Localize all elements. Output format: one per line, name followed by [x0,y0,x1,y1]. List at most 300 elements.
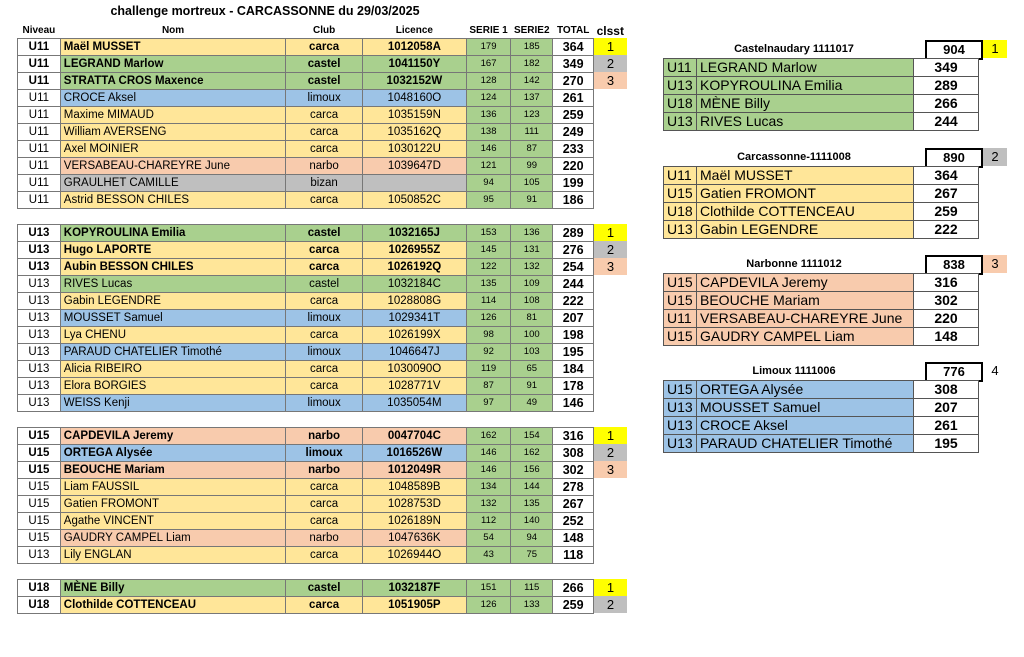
header-serie2: SERIE2 [511,24,553,38]
cell-nom: GRAULHET CAMILLE [60,174,286,191]
member-name: KOPYROULINA Emilia [697,77,914,95]
team-member-row [664,328,979,346]
cell-niveau: U13 [18,546,61,563]
table-row [18,191,628,208]
team-member-row [664,95,979,113]
cell-licence: 1048589B [362,478,466,495]
cell-licence [362,174,466,191]
cell-nom: Agathe VINCENT [60,512,286,529]
cell-club: limoux [286,343,362,360]
team-panel [663,362,1008,453]
cell-club: castel [286,55,362,72]
table-row [18,292,628,309]
cell-serie2: 140 [511,512,553,529]
group-spacer [18,411,628,427]
cell-serie1: 167 [466,55,510,72]
cell-total: 148 [553,529,594,546]
cell-serie2: 81 [511,309,553,326]
cell-serie2: 144 [511,478,553,495]
cell-club: carca [286,106,362,123]
cell-serie1: 114 [466,292,510,309]
cell-licence: 1012049R [362,461,466,478]
member-score: 148 [914,328,979,346]
cell-licence: 1035159N [362,106,466,123]
table-row [18,461,628,478]
cell-rank: 3 [594,258,627,275]
group-spacer [18,208,628,224]
team-score: 904 [925,40,983,60]
cell-serie2: 137 [511,89,553,106]
member-name: LEGRAND Marlow [697,59,914,77]
member-name: BEOUCHE Mariam [697,292,914,310]
cell-niveau: U11 [18,89,61,106]
cell-total: 278 [553,478,594,495]
header-niveau: Niveau [18,24,61,38]
cell-serie2: 108 [511,292,553,309]
cell-serie1: 128 [466,72,510,89]
table-row [18,309,628,326]
cell-licence: 1026199X [362,326,466,343]
cell-rank: 2 [594,444,627,461]
team-name: Castelnaudary 1111017 [734,43,854,55]
cell-nom: Aubin BESSON CHILES [60,258,286,275]
cell-serie1: 153 [466,224,510,241]
table-row [18,89,628,106]
cell-nom: Hugo LAPORTE [60,241,286,258]
table-row [18,478,628,495]
cell-nom: William AVERSENG [60,123,286,140]
cell-serie2: 109 [511,275,553,292]
table-row [18,444,628,461]
page-title: challenge mortreux - CARCASSONNE du 29/03/2025 [110,4,420,18]
cell-club: narbo [286,157,362,174]
cell-nom: LEGRAND Marlow [60,55,286,72]
team-member-row [664,113,979,131]
member-level: U13 [664,435,697,453]
table-row [18,241,628,258]
cell-nom: GAUDRY CAMPEL Liam [60,529,286,546]
cell-rank: 3 [594,461,627,478]
table-header-row [18,24,628,38]
cell-rank [594,394,627,411]
cell-total: 254 [553,258,594,275]
cell-total: 259 [553,106,594,123]
member-score: 195 [914,435,979,453]
member-name: Maël MUSSET [697,167,914,185]
cell-licence: 1026189N [362,512,466,529]
cell-niveau: U11 [18,38,61,55]
cell-total: 316 [553,427,594,444]
cell-niveau: U15 [18,427,61,444]
team-header [663,362,1008,380]
cell-niveau: U11 [18,174,61,191]
cell-total: 289 [553,224,594,241]
cell-rank: 1 [594,427,627,444]
cell-licence: 1041150Y [362,55,466,72]
cell-niveau: U11 [18,123,61,140]
member-name: VERSABEAU-CHAREYRE June [697,310,914,328]
cell-serie1: 126 [466,309,510,326]
cell-club: carca [286,191,362,208]
member-level: U11 [664,310,697,328]
cell-licence: 1026944O [362,546,466,563]
cell-serie1: 122 [466,258,510,275]
cell-serie2: 99 [511,157,553,174]
team-rank: 1 [983,40,1007,58]
member-score: 302 [914,292,979,310]
table-row [18,224,628,241]
member-score: 259 [914,203,979,221]
cell-niveau: U11 [18,106,61,123]
cell-club: carca [286,258,362,275]
member-name: Gabin LEGENDRE [697,221,914,239]
cell-niveau: U15 [18,512,61,529]
cell-serie1: 54 [466,529,510,546]
cell-serie2: 162 [511,444,553,461]
cell-nom: MÈNE Billy [60,579,286,596]
cell-club: carca [286,546,362,563]
cell-rank [594,360,627,377]
group-spacer [18,563,628,579]
spacer-cell [18,563,628,579]
cell-total: 308 [553,444,594,461]
member-level: U15 [664,274,697,292]
member-level: U18 [664,95,697,113]
cell-nom: STRATTA CROS Maxence [60,72,286,89]
cell-licence: 1032165J [362,224,466,241]
cell-rank [594,275,627,292]
team-member-row [664,274,979,292]
table-row [18,512,628,529]
cell-club: narbo [286,461,362,478]
cell-rank [594,123,627,140]
cell-niveau: U11 [18,140,61,157]
cell-licence: 1026192Q [362,258,466,275]
cell-total: 244 [553,275,594,292]
cell-nom: RIVES Lucas [60,275,286,292]
cell-nom: CROCE Aksel [60,89,286,106]
table-row [18,174,628,191]
team-members-table [663,58,979,131]
header-clsst: clsst [594,24,627,38]
cell-serie2: 49 [511,394,553,411]
cell-nom: BEOUCHE Mariam [60,461,286,478]
cell-nom: Astrid BESSON CHILES [60,191,286,208]
cell-serie2: 94 [511,529,553,546]
team-member-row [664,292,979,310]
cell-serie1: 112 [466,512,510,529]
team-score: 890 [925,148,983,168]
table-row [18,106,628,123]
cell-licence: 1012058A [362,38,466,55]
cell-total: 266 [553,579,594,596]
cell-serie2: 123 [511,106,553,123]
table-row [18,546,628,563]
member-name: CROCE Aksel [697,417,914,435]
cell-club: carca [286,478,362,495]
cell-licence: 1028808G [362,292,466,309]
cell-rank [594,343,627,360]
cell-serie2: 111 [511,123,553,140]
table-row [18,427,628,444]
table-row [18,72,628,89]
member-name: PARAUD CHATELIER Timothé [697,435,914,453]
cell-licence: 1028753D [362,495,466,512]
cell-rank: 2 [594,55,627,72]
cell-serie1: 95 [466,191,510,208]
team-header [663,40,1008,58]
table-row [18,529,628,546]
cell-nom: Elora BORGIES [60,377,286,394]
cell-club: limoux [286,444,362,461]
cell-niveau: U13 [18,224,61,241]
team-rank: 4 [991,363,999,378]
cell-serie2: 132 [511,258,553,275]
member-level: U15 [664,292,697,310]
table-row [18,394,628,411]
table-row [18,157,628,174]
cell-club: carca [286,292,362,309]
cell-total: 186 [553,191,594,208]
cell-club: carca [286,377,362,394]
cell-serie2: 75 [511,546,553,563]
cell-serie1: 146 [466,444,510,461]
cell-serie1: 145 [466,241,510,258]
member-level: U13 [664,77,697,95]
table-row [18,123,628,140]
cell-total: 220 [553,157,594,174]
cell-licence: 1030090O [362,360,466,377]
team-member-row [664,77,979,95]
member-level: U11 [664,59,697,77]
table-row [18,38,628,55]
cell-licence: 0047704C [362,427,466,444]
cell-niveau: U13 [18,309,61,326]
cell-rank [594,89,627,106]
member-score: 207 [914,399,979,417]
cell-rank [594,174,627,191]
cell-total: 261 [553,89,594,106]
cell-serie1: 151 [466,579,510,596]
cell-club: limoux [286,394,362,411]
team-score: 776 [925,362,983,382]
member-score: 267 [914,185,979,203]
cell-nom: Maël MUSSET [60,38,286,55]
results-body [18,38,628,613]
cell-serie1: 135 [466,275,510,292]
team-rank: 3 [983,255,1007,273]
cell-rank [594,478,627,495]
cell-rank [594,157,627,174]
cell-serie1: 126 [466,596,510,613]
cell-nom: Gatien FROMONT [60,495,286,512]
cell-licence: 1047636K [362,529,466,546]
cell-total: 184 [553,360,594,377]
cell-total: 207 [553,309,594,326]
team-member-row [664,59,979,77]
cell-total: 233 [553,140,594,157]
cell-serie2: 65 [511,360,553,377]
member-level: U13 [664,417,697,435]
cell-nom: Alicia RIBEIRO [60,360,286,377]
team-name: Narbonne 1111012 [746,258,842,270]
member-score: 261 [914,417,979,435]
cell-total: 195 [553,343,594,360]
spacer-cell [18,208,628,224]
cell-club: carca [286,596,362,613]
cell-club: castel [286,224,362,241]
cell-niveau: U11 [18,191,61,208]
cell-niveau: U11 [18,157,61,174]
member-level: U15 [664,381,697,399]
cell-club: carca [286,360,362,377]
cell-serie2: 156 [511,461,553,478]
team-panel [663,148,1008,239]
cell-total: 364 [553,38,594,55]
cell-club: carca [286,512,362,529]
cell-niveau: U15 [18,529,61,546]
cell-total: 198 [553,326,594,343]
cell-nom: Liam FAUSSIL [60,478,286,495]
team-member-row [664,435,979,453]
team-header [663,255,1008,273]
cell-serie2: 131 [511,241,553,258]
cell-licence: 1051905P [362,596,466,613]
cell-nom: Lily ENGLAN [60,546,286,563]
table-row [18,140,628,157]
table-row [18,275,628,292]
team-panel [663,255,1008,346]
member-level: U13 [664,399,697,417]
cell-niveau: U13 [18,360,61,377]
cell-rank [594,512,627,529]
team-member-row [664,310,979,328]
cell-total: 270 [553,72,594,89]
cell-serie2: 154 [511,427,553,444]
cell-club: narbo [286,427,362,444]
cell-licence: 1032187F [362,579,466,596]
member-level: U18 [664,203,697,221]
cell-serie1: 132 [466,495,510,512]
cell-rank [594,309,627,326]
cell-serie2: 87 [511,140,553,157]
table-row [18,55,628,72]
cell-licence: 1029341T [362,309,466,326]
table-row [18,326,628,343]
cell-serie1: 119 [466,360,510,377]
cell-nom: Clothilde COTTENCEAU [60,596,286,613]
member-score: 289 [914,77,979,95]
table-row [18,579,628,596]
cell-nom: Gabin LEGENDRE [60,292,286,309]
cell-niveau: U15 [18,461,61,478]
cell-niveau: U13 [18,377,61,394]
cell-club: limoux [286,309,362,326]
cell-total: 199 [553,174,594,191]
cell-niveau: U13 [18,326,61,343]
cell-serie1: 136 [466,106,510,123]
team-member-row [664,221,979,239]
member-score: 316 [914,274,979,292]
member-name: RIVES Lucas [697,113,914,131]
member-score: 308 [914,381,979,399]
table-row [18,258,628,275]
cell-club: castel [286,579,362,596]
cell-total: 259 [553,596,594,613]
cell-serie1: 87 [466,377,510,394]
table-row [18,377,628,394]
cell-total: 222 [553,292,594,309]
team-members-table [663,166,979,239]
cell-serie2: 115 [511,579,553,596]
cell-niveau: U18 [18,596,61,613]
cell-serie2: 136 [511,224,553,241]
member-name: Clothilde COTTENCEAU [697,203,914,221]
cell-total: 118 [553,546,594,563]
table-row [18,360,628,377]
member-level: U13 [664,221,697,239]
cell-club: carca [286,38,362,55]
cell-licence: 1016526W [362,444,466,461]
header-club: Club [286,24,362,38]
member-score: 266 [914,95,979,113]
cell-rank: 1 [594,224,627,241]
cell-licence: 1046647J [362,343,466,360]
cell-serie2: 142 [511,72,553,89]
cell-nom: VERSABEAU-CHAREYRE June [60,157,286,174]
cell-serie2: 91 [511,191,553,208]
cell-club: bizan [286,174,362,191]
member-name: GAUDRY CAMPEL Liam [697,328,914,346]
team-score: 838 [925,255,983,275]
cell-serie1: 121 [466,157,510,174]
cell-serie2: 182 [511,55,553,72]
header-licence: Licence [362,24,466,38]
cell-rank: 1 [594,579,627,596]
cell-nom: CAPDEVILA Jeremy [60,427,286,444]
cell-serie1: 179 [466,38,510,55]
cell-licence: 1032184C [362,275,466,292]
team-member-row [664,167,979,185]
team-member-row [664,203,979,221]
cell-rank [594,529,627,546]
member-score: 220 [914,310,979,328]
cell-serie1: 146 [466,140,510,157]
cell-niveau: U13 [18,394,61,411]
cell-serie2: 105 [511,174,553,191]
cell-nom: Maxime MIMAUD [60,106,286,123]
team-member-row [664,399,979,417]
cell-niveau: U13 [18,258,61,275]
team-header [663,148,1008,166]
cell-licence: 1048160O [362,89,466,106]
member-level: U11 [664,167,697,185]
cell-serie2: 103 [511,343,553,360]
cell-serie2: 100 [511,326,553,343]
cell-serie2: 185 [511,38,553,55]
cell-licence: 1030122U [362,140,466,157]
cell-serie1: 97 [466,394,510,411]
cell-rank: 2 [594,596,627,613]
member-name: MÈNE Billy [697,95,914,113]
cell-serie2: 91 [511,377,553,394]
cell-licence: 1035054M [362,394,466,411]
member-level: U15 [664,328,697,346]
cell-nom: Axel MOINIER [60,140,286,157]
cell-total: 349 [553,55,594,72]
team-name: Limoux 1111006 [752,365,836,377]
cell-nom: ORTEGA Alysée [60,444,286,461]
